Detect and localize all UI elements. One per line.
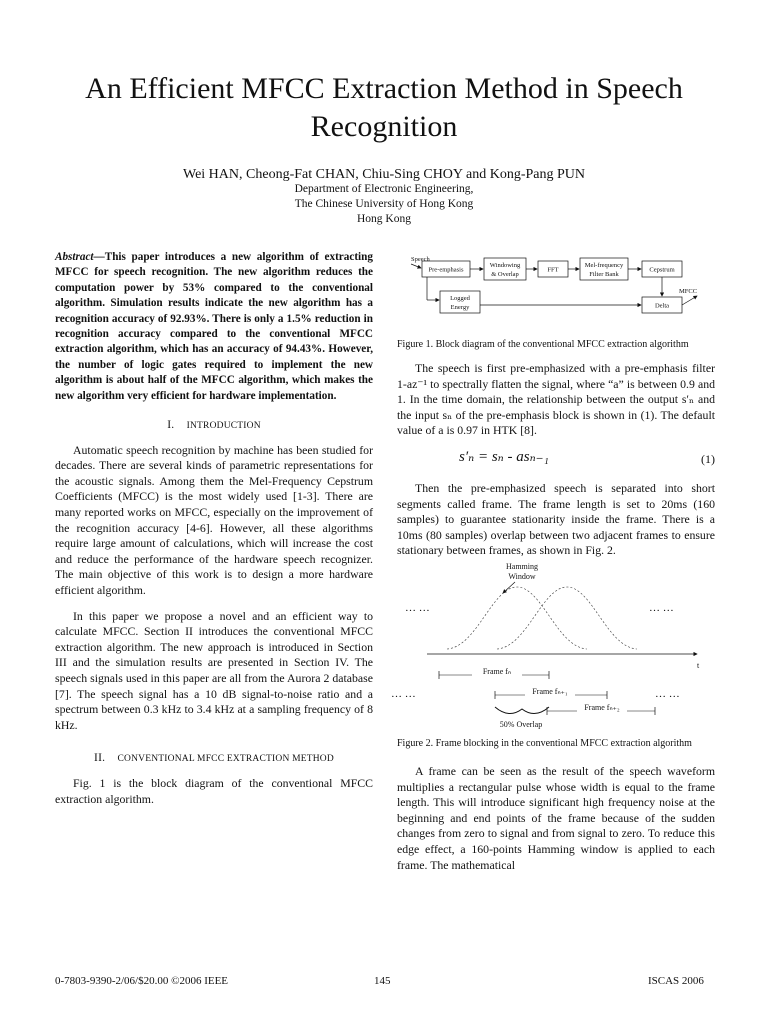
section-number: II. <box>94 752 106 765</box>
footer-page-number: 145 <box>374 975 391 987</box>
fig2-hamming-curve-1 <box>447 587 587 649</box>
fig2-t-label: t <box>697 660 700 670</box>
fig1-windowing-label: Windowing <box>489 262 521 269</box>
fig2-frame-n1: Frame fₙ₊₁ <box>532 686 568 696</box>
section-title: CONVENTIONAL MFCC EXTRACTION METHOD <box>117 754 334 765</box>
fig2-dots-right-top: … … <box>649 601 674 614</box>
left-column <box>55 250 373 807</box>
fig1-delta-label: Delta <box>654 302 670 310</box>
fig1-speech-label: Speech <box>411 256 430 263</box>
fig1-logged-label: Logged <box>450 295 470 302</box>
fig2-hamming-label: Hamming <box>506 561 538 571</box>
fig2-overlap-label: 50% Overlap <box>499 719 543 729</box>
affiliation <box>40 182 728 227</box>
fig2-window-label: Window <box>508 571 536 581</box>
section-heading-introduction <box>55 418 373 435</box>
section-heading-conventional <box>55 751 373 768</box>
equation-number: (1) <box>701 451 715 466</box>
footer-conference: ISCAS 2006 <box>648 975 704 987</box>
fig1-fft-label: FFT <box>547 266 559 274</box>
abstract-text: —This paper introduces a new algorithm of extracting MFCC for speech recognition. The new algorithm reduces the computation power by 53% compared to the conventional algorithm. Simulation results indicate the new algorithm has a recognition accuracy of 92.93%. There is only a 1.5% reduction in recognition accuracy compared to the conventional MFCC extraction algorithm, which has an accuracy of 94.43%. However, the number of logic gates required to implement the new algorithm is about half of the MFCC algorithm, which makes the new algorithm very efficient for hardware implementation. <box>55 251 373 402</box>
fig1-preemphasis-label: Pre-emphasis <box>428 266 464 274</box>
fig2-dots-left-bottom: … … <box>391 687 416 700</box>
authors: Wei HAN, Cheong-Fat CHAN, Chiu-Sing CHOY and Kong-Pang PUN <box>182 167 585 182</box>
equation-formula: s′ₙ = sₙ - asₙ₋₁ <box>459 448 549 465</box>
footer-copyright: 0-7803-9390-2/06/$20.00 ©2006 IEEE <box>55 975 229 987</box>
fig1-overlap-label: & Overlap <box>491 271 519 278</box>
section-number: I. <box>167 419 175 432</box>
intro-paragraph-2: In this paper we propose a novel and an efficient way to calculate MFCC. Section II introduces the conventional MFCC extraction algorithm. The new approach is introduced in Section III and the simulation results are presented in Section IV. The speech signals used in this paper are all from the Aurora 2 database [7]. The speech signal has a 10 dB signal-to-noise ratio and a spectrum between 0.3 kHz to 3.4 kHz at a sampling frequency of 8 kHz. <box>55 608 373 732</box>
section-title: INTRODUCTION <box>186 421 261 432</box>
abstract <box>55 250 373 404</box>
fig1-energy-label: Energy <box>450 304 470 311</box>
abstract-lead: Abstract <box>55 251 94 263</box>
affiliation-univ: The Chinese University of Hong Kong <box>294 198 474 210</box>
figure-2-caption: Figure 2. Frame blocking in the conventional MFCC extraction algorithm <box>397 737 692 749</box>
conventional-paragraph-1: Fig. 1 is the block diagram of the conventional MFCC extraction algorithm. <box>55 775 373 806</box>
affiliation-city: Hong Kong <box>357 213 411 225</box>
fig2-dots-right-bottom: … … <box>655 687 680 700</box>
fig1-filter-bank-label: Filter Bank <box>589 271 619 278</box>
hamming-paragraph: A frame can be seen as the result of the speech waveform multiplies a rectangular pulse whose width is equal to the frame length. This will introduce significant high frequency noise at the beginning and end points of the frame because of the sudden changes from zero to signal and from signal to zero. To reduce this edge effect, a 160-points Hamming window is applied to each frame. The mathematical <box>397 763 715 872</box>
fig1-cepstrum-label: Cepstrum <box>649 266 675 274</box>
paper-title: An Efficient MFCC Extraction Method in Speech Recognition <box>85 72 683 143</box>
fig2-frame-n2: Frame fₙ₊₂ <box>584 702 620 712</box>
fig2-overlap-brace <box>495 707 549 714</box>
right-column <box>391 252 715 873</box>
fig1-mel-label: Mel-frequency <box>584 262 624 269</box>
figure-2-frame-blocking <box>391 559 715 729</box>
fig2-frame-n: Frame fₙ <box>482 666 512 676</box>
figure-1-caption: Figure 1. Block diagram of the conventional MFCC extraction algorithm <box>397 339 689 350</box>
affiliation-dept: Department of Electronic Engineering, <box>294 183 474 195</box>
preemphasis-paragraph: The speech is first pre-emphasized with a pre-emphasis filter 1-az⁻¹ to spectrally flatten the signal, where “a” is between 0.9 and 1. In the time domain, the relationship between the output s′ₙ and the input sₙ of the pre-emphasis block is shown in (1). The default value of a is 0.97 in HTK [8]. <box>397 361 715 438</box>
frame-paragraph: Then the pre-emphasized speech is separated into short segments called frame. The frame length is set to 20ms (160 samples) to guarantee stationarity inside the frame. There is a 10ms (80 samples) overlap between two adjacent frames to ensure stationary between frames, as shown in Fig. 2. <box>397 480 715 558</box>
figure-1-block-diagram <box>397 252 715 332</box>
equation-1 <box>397 447 715 473</box>
intro-paragraph-1: Automatic speech recognition by machine has been studied for decades. There are several kinds of parametric representations for the acoustic signals. Among them the Mel-Frequency Cepstrum Coefficients (MFCC) is the most widely used [1-3]. There are many reported works on MFCC, especially on the improvement of the recognition accuracy [4-6]. However, all these algorithms require large amount of calculations, which will increase the cost and reduce the performance of the hardware speech recognizer. The main objective of this work is to design a more hardware efficient algorithm. <box>55 442 373 597</box>
fig1-mfcc-label: MFCC <box>679 288 698 295</box>
fig2-hamming-curve-2 <box>497 587 637 649</box>
fig2-dots-left-top: … … <box>405 601 430 614</box>
